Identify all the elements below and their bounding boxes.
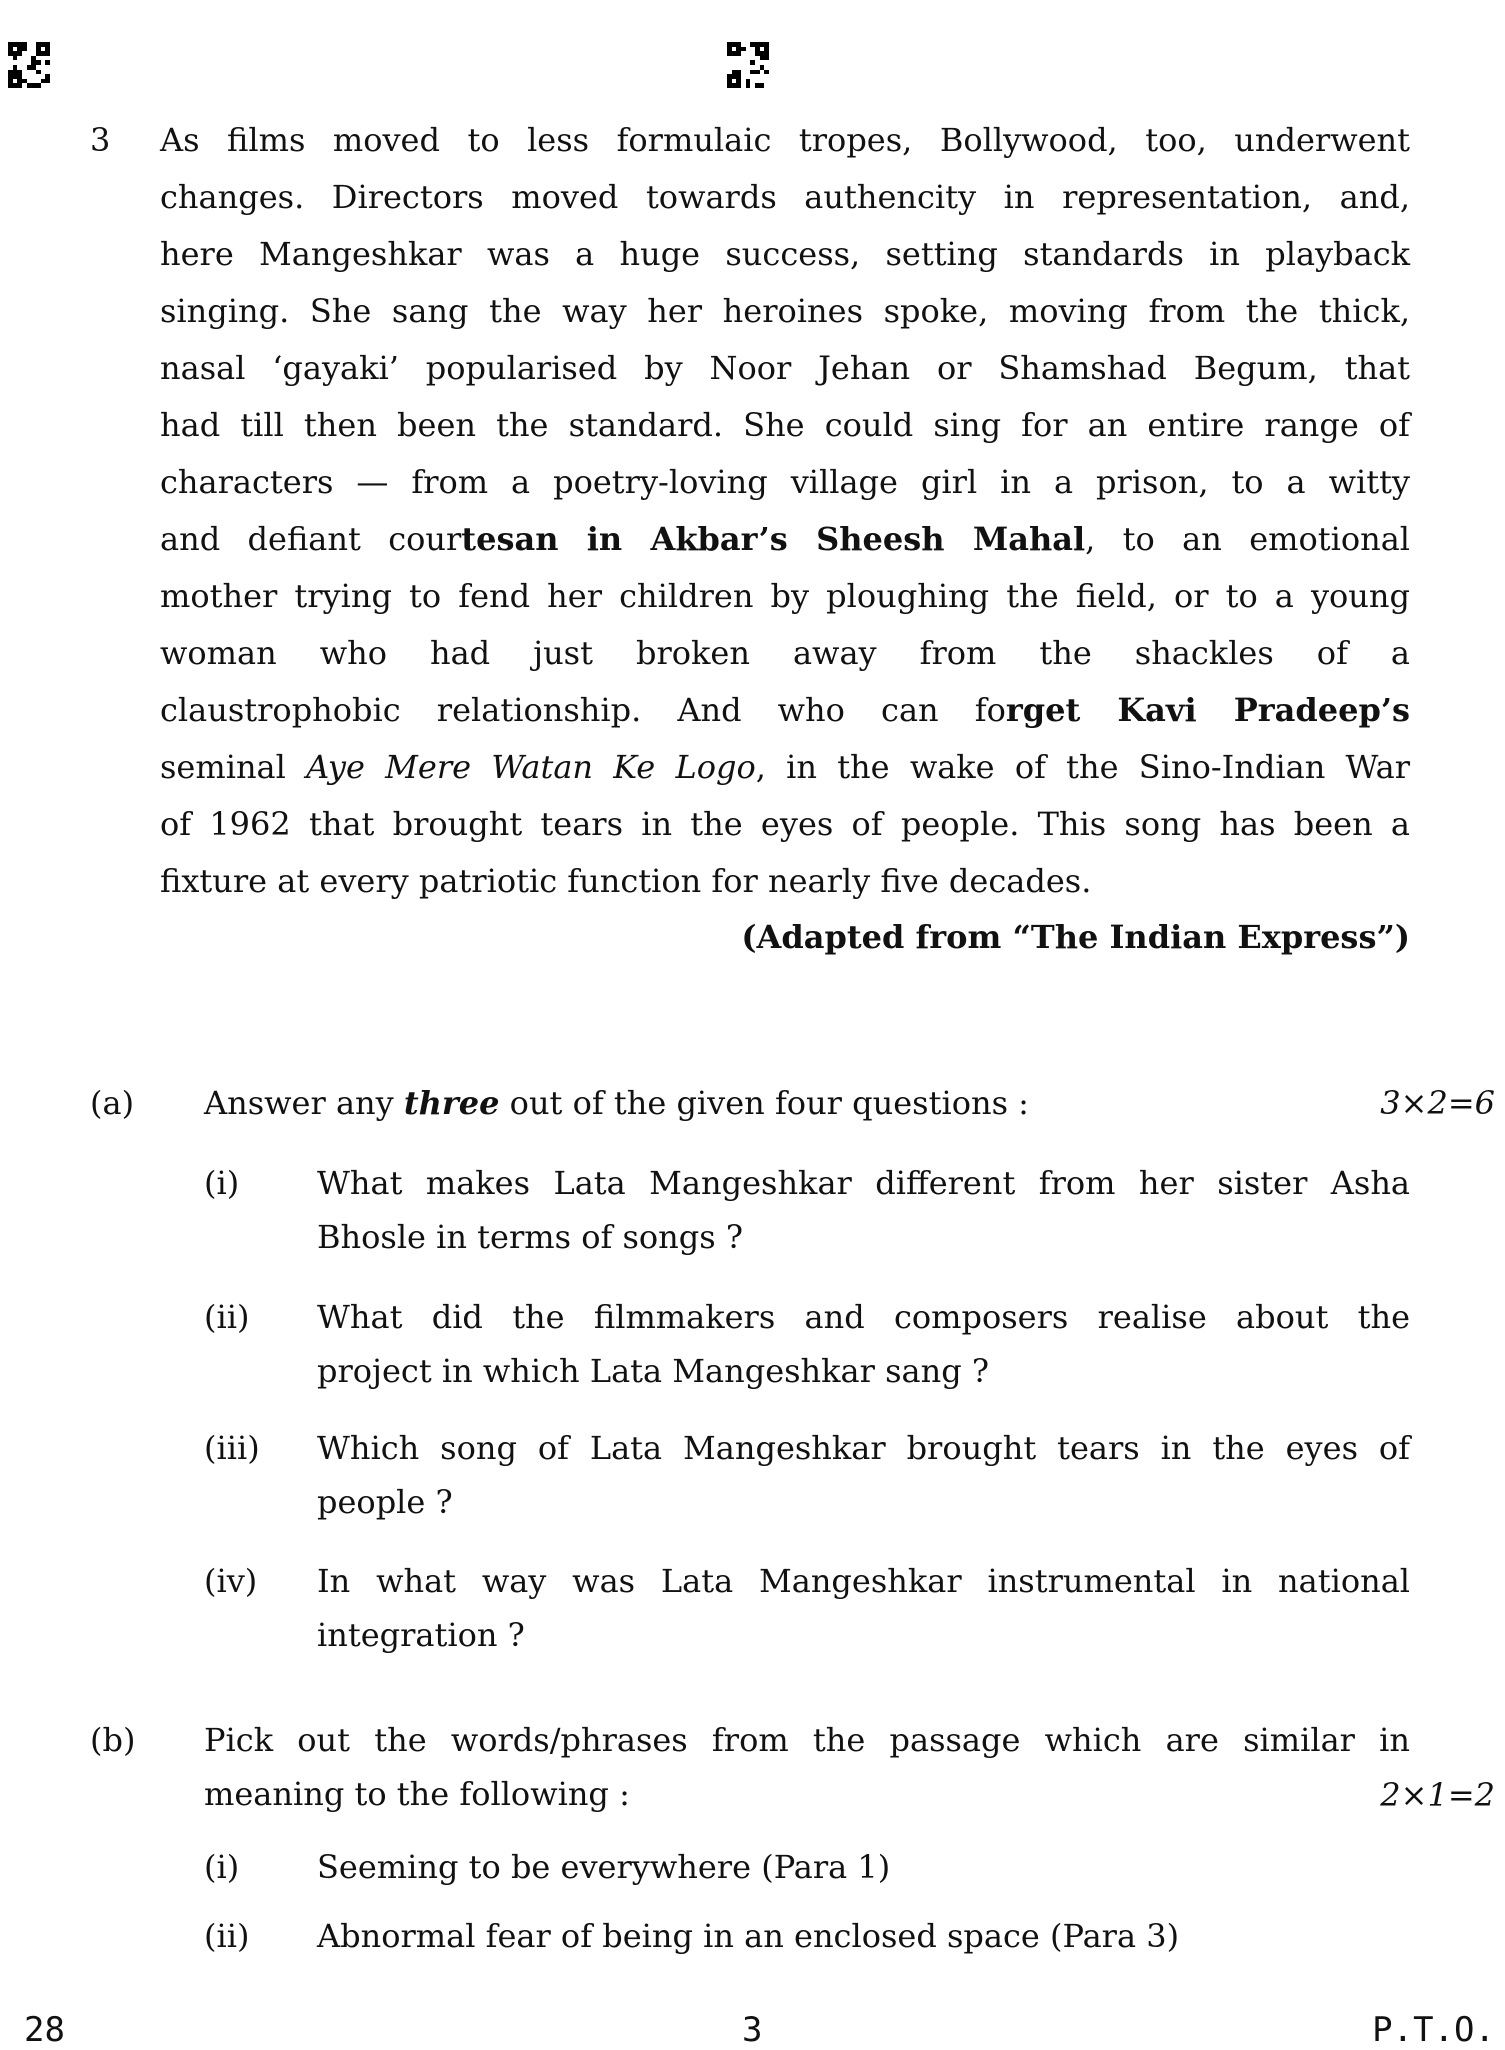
instruction-line: Pick out the words/phrases from the passage which are similar in bbox=[204, 1721, 1410, 1759]
passage-source: (Adapted from “The Indian Express”) bbox=[741, 918, 1410, 956]
part-a-instruction bbox=[204, 1076, 1029, 1130]
text: As films moved to less formulaic tropes, Bollywood, too, underwent bbox=[160, 121, 1410, 159]
instruction-text: out of the given four questions : bbox=[499, 1084, 1029, 1122]
instruction-text: Answer any bbox=[204, 1084, 404, 1122]
sub-question-label: (i) bbox=[204, 1848, 240, 1886]
text: fixture at every patriotic function for nearly five decades. bbox=[160, 862, 1092, 900]
sub-question-line: Which song of Lata Mangeshkar brought tears in the eyes of bbox=[317, 1429, 1410, 1467]
sub-question-label: (ii) bbox=[204, 1917, 250, 1955]
text: seminal bbox=[160, 748, 307, 786]
passage-line bbox=[160, 340, 1410, 397]
sub-question-text bbox=[317, 1290, 1410, 1398]
text: had till then been the standard. She could sing for an entire range of bbox=[160, 406, 1410, 444]
passage-line bbox=[160, 739, 1410, 796]
qr-code-left bbox=[8, 42, 50, 88]
text: changes. Directors moved towards authencity in representation, and, bbox=[160, 178, 1410, 216]
part-b-label: (b) bbox=[90, 1721, 136, 1759]
sub-question-line: Bhosle in terms of songs ? bbox=[317, 1218, 744, 1256]
footer-page-number: 3 bbox=[742, 2010, 763, 2050]
bold-text: tesan in Akbar’s Sheesh Mahal bbox=[461, 520, 1086, 558]
instruction-line: meaning to the following : bbox=[204, 1775, 630, 1813]
passage-line bbox=[160, 112, 1410, 169]
sub-question-text bbox=[317, 1909, 1410, 1963]
sub-question-text bbox=[317, 1156, 1410, 1264]
passage-line bbox=[160, 682, 1410, 739]
text: mother trying to fend her children by ploughing the field, or to a young bbox=[160, 577, 1410, 615]
text: singing. She sang the way her heroines spoke, moving from the thick, bbox=[160, 292, 1410, 330]
footer-code: 28 bbox=[24, 2010, 65, 2050]
text: woman who had just broken away from the shackles of a bbox=[160, 634, 1410, 672]
text: and defiant cour bbox=[160, 520, 462, 558]
sub-question-line: integration ? bbox=[317, 1616, 525, 1654]
text: nasal ‘gayaki’ popularised by Noor Jehan or Shamshad Begum, that bbox=[160, 349, 1410, 387]
footer-pto: P.T.O. bbox=[1372, 2010, 1495, 2050]
sub-question-line: people ? bbox=[317, 1483, 453, 1521]
text: , in the wake of the Sino-Indian War bbox=[755, 748, 1411, 786]
passage-line bbox=[160, 853, 1410, 910]
italic-text: Aye Mere Watan Ke Logo bbox=[306, 748, 756, 786]
sub-question-label: (iii) bbox=[204, 1429, 260, 1467]
passage-line bbox=[160, 454, 1410, 511]
sub-question-line: project in which Lata Mangeshkar sang ? bbox=[317, 1352, 990, 1390]
text: here Mangeshkar was a huge success, setting standards in playback bbox=[160, 235, 1410, 273]
question-number: 3 bbox=[90, 121, 111, 159]
sub-question-text bbox=[317, 1554, 1410, 1662]
text: of 1962 that brought tears in the eyes of people. This song has been a bbox=[160, 805, 1410, 843]
passage-line bbox=[160, 397, 1410, 454]
sub-question-line: In what way was Lata Mangeshkar instrumental in national bbox=[317, 1562, 1410, 1600]
passage-line bbox=[160, 511, 1410, 568]
sub-question-text bbox=[317, 1421, 1410, 1529]
passage-line bbox=[160, 625, 1410, 682]
sub-question-label: (ii) bbox=[204, 1298, 250, 1336]
part-a-label: (a) bbox=[90, 1084, 135, 1122]
text: , to an emotional bbox=[1085, 520, 1411, 558]
sub-question-line: What makes Lata Mangeshkar different from her sister Asha bbox=[317, 1164, 1410, 1202]
bold-text: rget Kavi Pradeep’s bbox=[1005, 691, 1411, 729]
text: claustrophobic relationship. And who can fo bbox=[160, 691, 1006, 729]
passage-line bbox=[160, 796, 1410, 853]
passage-line bbox=[160, 283, 1410, 340]
passage-line bbox=[160, 226, 1410, 283]
passage-line bbox=[160, 568, 1410, 625]
sub-question-line: Abnormal fear of being in an enclosed space (Para 3) bbox=[317, 1917, 1180, 1955]
sub-question-label: (i) bbox=[204, 1164, 240, 1202]
passage-line bbox=[160, 169, 1410, 226]
sub-question-text bbox=[317, 1840, 1410, 1894]
text: characters — from a poetry-loving village girl in a prison, to a witty bbox=[160, 463, 1410, 501]
sub-question-line: Seeming to be everywhere (Para 1) bbox=[317, 1848, 891, 1886]
passage bbox=[160, 112, 1410, 910]
qr-code-center bbox=[727, 42, 769, 88]
instruction-emphasis: three bbox=[403, 1084, 500, 1122]
sub-question-label: (iv) bbox=[204, 1562, 258, 1600]
sub-question-line: What did the filmmakers and composers realise about the bbox=[317, 1298, 1410, 1336]
part-a-marks: 3×2=6 bbox=[1380, 1084, 1495, 1122]
part-b-instruction bbox=[204, 1713, 1410, 1821]
part-b-marks: 2×1=2 bbox=[1380, 1776, 1495, 1814]
